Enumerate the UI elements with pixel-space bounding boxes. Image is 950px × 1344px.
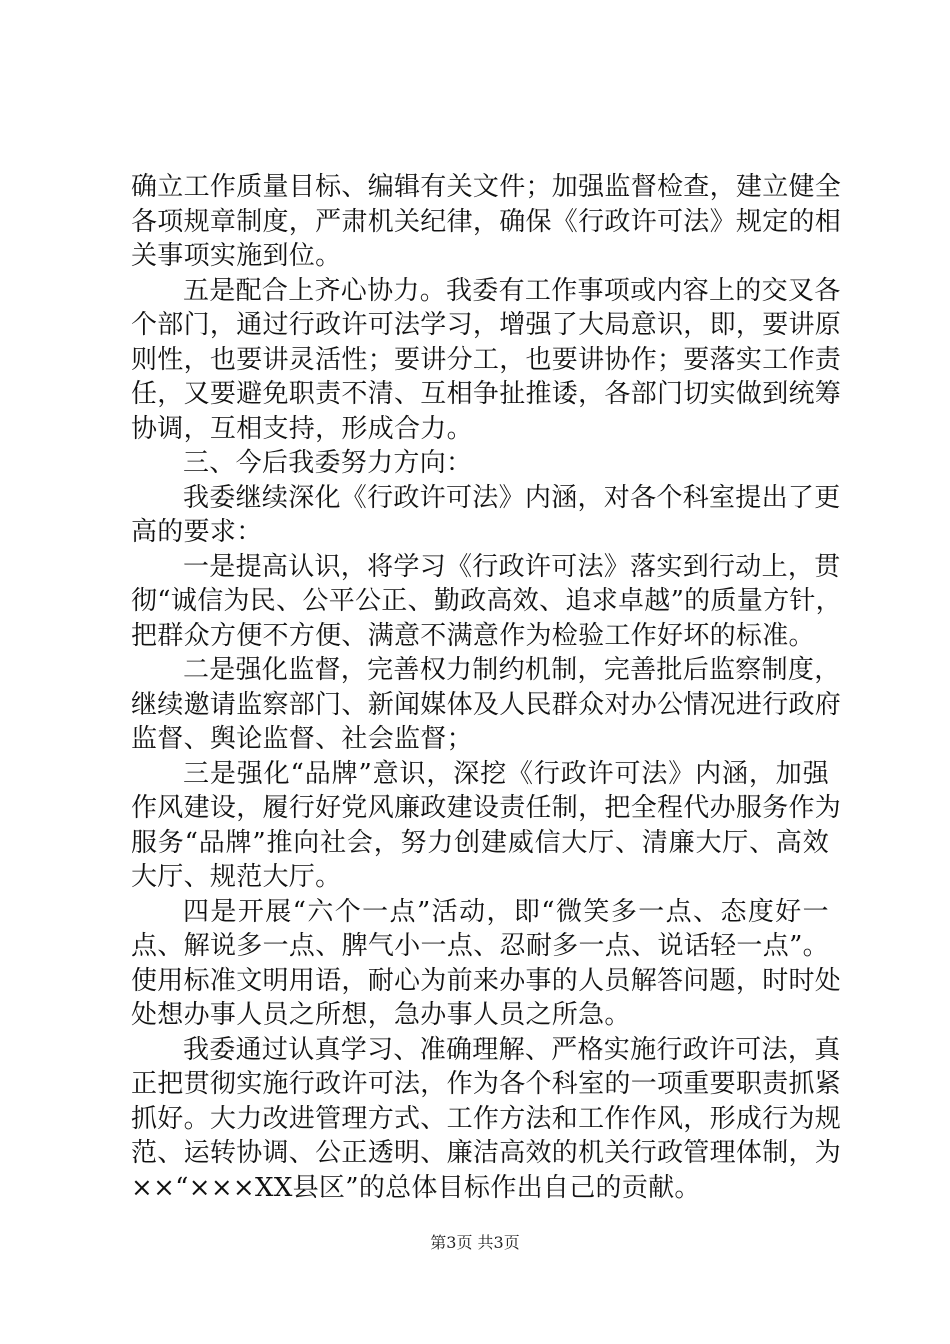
text-line: 二是强化监督，完善权力制约机制，完善批后监察制度， — [183, 655, 841, 685]
text-line: 处想办事人员之所想，急办事人员之所急。 — [131, 1000, 631, 1030]
text-line: 则性，也要讲灵活性；要讲分工，也要讲协作；要落实工作责 — [131, 344, 842, 375]
text-line: 确立工作质量目标、编辑有关文件；加强监督检查，建立健全 — [131, 172, 842, 202]
text-line: 作风建设，履行好党风廉政建设责任制，把全程代办服务作为 — [131, 793, 842, 823]
text-line: 点、解说多一点、脾气小一点、忍耐多一点、说话轻一点”。 — [131, 931, 829, 961]
text-line: 四是开展“六个一点”活动，即“微笑多一点、态度好一 — [183, 896, 829, 927]
text-line: 三是强化“品牌”意识，深挖《行政许可法》内涵，加强 — [183, 758, 829, 789]
text-line: 协调，互相支持，形成合力。 — [131, 413, 473, 444]
document-body — [131, 170, 842, 1205]
text-line: 我委继续深化《行政许可法》内涵，对各个科室提出了更 — [183, 482, 841, 513]
text-line: 抓好。大力改进管理方式、工作方法和工作作风，形成行为规 — [131, 1103, 842, 1134]
text-line: 彻“诚信为民、公平公正、勤政高效、追求卓越”的质量方针， — [131, 586, 842, 616]
text-line: 正把贯彻实施行政许可法，作为各个科室的一项重要职责抓紧 — [131, 1069, 842, 1099]
text-line: ××“×××XX县区”的总体目标作出自己的贡献。 — [131, 1172, 701, 1203]
text-line: 一是提高认识，将学习《行政许可法》落实到行动上，贯 — [183, 551, 841, 582]
text-line: 任，又要避免职责不清、互相争扯推诿，各部门切实做到统筹 — [131, 379, 842, 409]
text-line: 五是配合上齐心协力。我委有工作事项或内容上的交叉各 — [183, 275, 841, 306]
text-line: 监督、舆论监督、社会监督； — [131, 724, 473, 754]
text-line: 范、运转协调、公正透明、廉洁高效的机关行政管理体制，为 — [131, 1138, 842, 1168]
text-line: 三、今后我委努力方向： — [183, 448, 473, 478]
text-line: 继续邀请监察部门、新闻媒体及人民群众对办公情况进行政府 — [131, 689, 842, 720]
page-footer: 第3页 共3页 — [430, 1233, 520, 1252]
text-line: 关事项实施到位。 — [131, 241, 342, 271]
text-line: 我委通过认真学习、准确理解、严格实施行政许可法，真 — [183, 1034, 841, 1065]
text-line: 使用标准文明用语，耐心为前来办事的人员解答问题，时时处 — [131, 965, 842, 996]
text-line: 服务“品牌”推向社会，努力创建威信大厅、清廉大厅、高效 — [131, 827, 829, 858]
text-line: 高的要求： — [131, 517, 263, 547]
text-line: 把群众方便不方便、满意不满意作为检验工作好坏的标准。 — [131, 620, 815, 651]
text-line: 各项规章制度，严肃机关纪律，确保《行政许可法》规定的相 — [131, 206, 842, 237]
text-line: 个部门，通过行政许可法学习，增强了大局意识，即，要讲原 — [131, 310, 842, 340]
text-line: 大厅、规范大厅。 — [131, 862, 342, 892]
